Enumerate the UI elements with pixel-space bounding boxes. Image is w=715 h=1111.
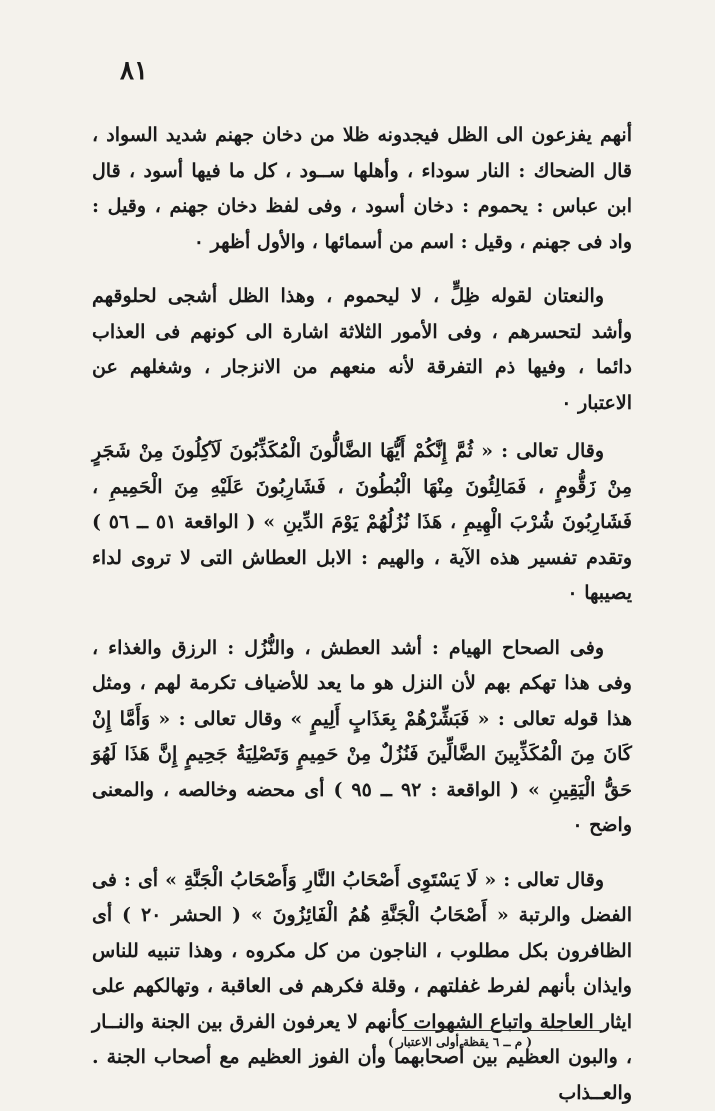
- paragraph-4: [92, 631, 632, 844]
- text-line: قوله تعالى : « فَبَشِّرْهُمْ بِعَذَابٍ أَلِيمٍ » وقال تعالى : « وَأَمَّا إِنْ كَانَ مِنَ: [92, 708, 632, 766]
- text-line: شُرْبَ الْهِيمِ ، هَذَا نُزُلُهُمْ يَوْمَ الدِّينِ » ( الواقعة ٥١ ــ ٥٦ ) وتقدم تفسير: [92, 511, 632, 569]
- text-line: لتحسرهم ، وفى الأمور الثلاثة اشارة الى كونهم فى العذاب دائما ، وفيها: [92, 321, 632, 379]
- text-line: بكل مطلوب ، الناجون من كل مكروه ، وهذا تنبيه للناس وايذان بأنهم: [92, 940, 632, 998]
- text-line: زَقُّومٍ ، فَمَالِئُونَ مِنْهَا الْبُطُونَ ، فَشَارِبُونَ عَلَيْهِ مِنَ الْحَمِيمِ ، فَشَارِبُونَ: [92, 476, 632, 534]
- paragraph-spacer: [92, 612, 632, 631]
- text-line: الضحاك : النار سوداء ، وأهلها ســود ، كل ما فيها أسود ، قال ابن: [92, 160, 632, 218]
- text-line: لفرط غفلتهم ، وقلة فكرهم فى العاقبة ، وتهالكهم على ايثار العاجلة: [92, 975, 632, 1033]
- text-line: والنعتان لقوله ظِلٍّ ، لا ليحموم ، وهذا الظل أشجى لحلوقهم وأشد: [92, 285, 632, 343]
- paragraph-spacer: [92, 421, 632, 434]
- paragraph-3: [92, 434, 632, 612]
- footer-signature: ( م ــ ٦ يقظة أولى الاعتبار ): [92, 1035, 532, 1049]
- text-line: وقال تعالى : « لَا يَسْتَوِى أَصْحَابُ النَّارِ وَأَصْحَابُ الْجَنَّةِ » أى : فى: [92, 869, 604, 891]
- footer-rule: [402, 1030, 602, 1031]
- paragraph-5: [92, 863, 632, 1111]
- page-footer: [92, 1030, 632, 1049]
- text-line: وقال تعالى : « ثُمَّ إِنَّكُمْ أَيُّهَا الضَّالُّونَ الْمُكَذِّبُونَ لَآكِلُونَ مِنْ شَجَرٍ مِنْ: [92, 440, 632, 498]
- text-line: ذم التفرقة لأنه منعهم من الانزجار ، وشغلهم عن الاعتبار ٠: [92, 356, 632, 414]
- paragraph-1: [92, 118, 632, 260]
- paragraph-spacer: [92, 260, 632, 279]
- paragraph-spacer: [92, 844, 632, 863]
- paragraph-2: [92, 279, 632, 421]
- text-line: الْمُكَذِّبِينَ الضَّالِّينَ فَنُزُلٌ مِنْ حَمِيمٍ وَتَصْلِيَةُ جَحِيمٍ إِنَّ هَذَا لَهُوَ حَقُّ الْيَقِينِ »: [92, 743, 632, 801]
- text-line: واتباع الشهوات كأنهم لا يعرفون الفرق بين الجنة والنــار ، والبون: [92, 1011, 632, 1069]
- page-body: [92, 118, 632, 1111]
- page-number: ٨١: [120, 56, 148, 86]
- text-line: عباس : يحموم : دخان أسود ، وفى لفظ دخان جهنم ، وقيل : واد فى: [92, 195, 632, 253]
- text-line: ( الواقعة : ٩٢ ــ ٩٥ ) أى محضه وخالصه ، والمعنى واضح ٠: [92, 779, 632, 837]
- text-line: هذا تهكم بهم لأن النزل هو ما يعد للأضياف تكرمة لهم ، ومثل هذا: [92, 672, 632, 730]
- text-line: هذه الآية ، والهيم : الابل العطاش التى لا تروى لداء يصيبها ٠: [92, 547, 632, 605]
- text-line: أنهم يفزعون الى الظل فيجدونه ظلا من دخان جهنم شديد السواد ، قال: [92, 124, 632, 182]
- text-line: وفى الصحاح الهيام : أشد العطش ، والنُّزُل : الرزق والغذاء ، وفى: [92, 637, 632, 695]
- text-line: العظيم بين أصحابهما وأن الفوز العظيم مع أصحاب الجنة . والعــذاب: [92, 1046, 632, 1104]
- text-line: الفضل والرتبة « أَصْحَابُ الْجَنَّةِ هُمُ الْفَائِزُونَ » ( الحشر ٢٠ ) أى الظافرون: [92, 904, 632, 962]
- text-line: جهنم ، وقيل : اسم من أسمائها ، والأول أظهر ٠: [194, 231, 571, 253]
